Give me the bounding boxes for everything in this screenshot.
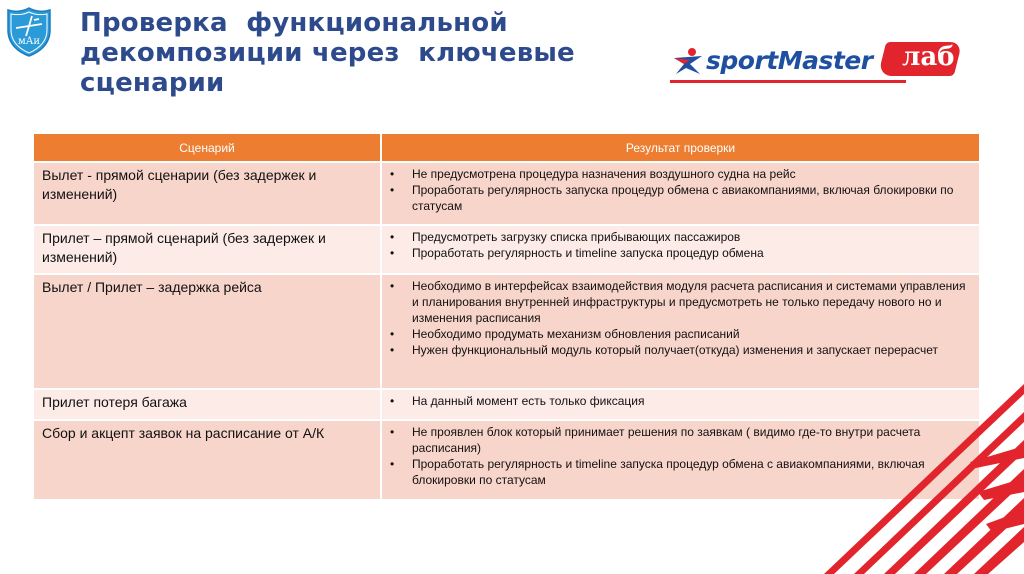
result-cell [381, 274, 980, 389]
logo-underline [670, 80, 906, 83]
table-row [34, 274, 980, 389]
scenario-cell: Вылет / Прилет – задержка рейса [34, 274, 381, 389]
result-item: • Необходимо в интерфейсах взаимодействия модуля расчета расписания и системами управления и планирования внутренней инфраструктуры и предусмотреть не только передачу нового но и изменения расписания [390, 278, 971, 326]
sportmaster-wordmark: sportMaster [706, 46, 873, 75]
table-row [34, 225, 980, 274]
scenario-cell: Вылет - прямой сценарии (без задержек и изменений) [34, 162, 381, 225]
table-header-row [34, 134, 980, 162]
result-item: • Проработать регулярность и timeline запуска процедур обмена с авиакомпаниями, включая блокировки по статусам [390, 456, 971, 488]
result-item: • На данный момент есть только фиксация [390, 393, 971, 409]
mai-logo-icon [6, 6, 52, 58]
result-item: • Предусмотреть загрузку списка прибывающих пассажиров [390, 229, 971, 245]
result-cell [381, 225, 980, 274]
decorative-stripes-icon [764, 374, 1024, 574]
column-header-scenario: Сценарий [34, 134, 381, 162]
svg-text:мАи: мАи [17, 36, 41, 47]
result-item: • Не предусмотрена процедура назначения воздушного судна на рейс [390, 166, 971, 182]
column-header-result: Результат проверки [381, 134, 980, 162]
result-item: • Необходимо продумать механизм обновления расписаний [390, 326, 971, 342]
scenario-cell: Прилет – прямой сценарий (без задержек и изменений) [34, 225, 381, 274]
title-line-2: декомпозиции через ключевые [80, 38, 575, 68]
lab-text: лаб [902, 42, 955, 72]
scenario-cell: Сбор и акцепт заявок на расписание от А/К [34, 420, 381, 500]
result-item: • Нужен функциональный модуль который получает(откуда) изменения и запускает перерасчет [390, 342, 971, 358]
sportmaster-lab-logo [670, 40, 960, 86]
table-row [34, 162, 980, 225]
title-line-3: сценарии [80, 68, 225, 98]
scenario-cell: Прилет потеря багажа [34, 389, 381, 420]
title-line-1: Проверка функциональной [80, 8, 508, 38]
result-item: • Проработать регулярность запуска процедур обмена с авиакомпаниями, включая блокировки по статусам [390, 182, 971, 214]
result-item: • Проработать регулярность и timeline запуска процедур обмена [390, 245, 971, 261]
result-item: • Не проявлен блок который принимает решения по заявкам ( видимо где-то внутри расчета расписания) [390, 424, 971, 456]
result-cell [381, 162, 980, 225]
page-title [80, 8, 640, 98]
running-man-icon [672, 46, 706, 76]
